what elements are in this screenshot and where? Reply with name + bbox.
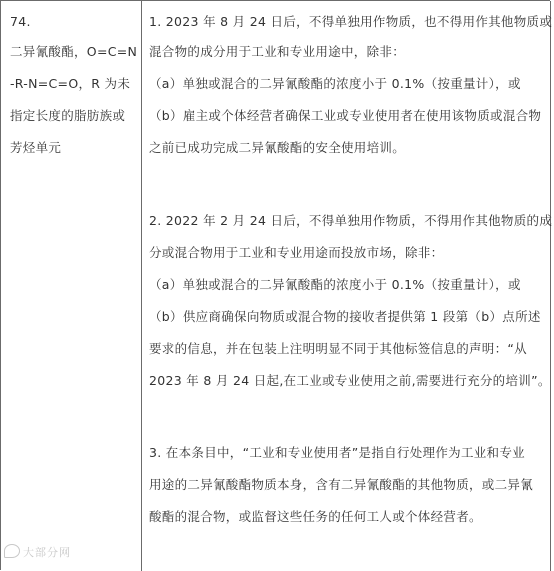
- paragraph-2-line: 2023 年 8 月 24 日起,在工业或专业使用之前,需要进行充分的培训”。: [149, 373, 551, 388]
- paragraph-1-line: 混合物的成分用于工业和专业用途中，除非：: [149, 44, 406, 59]
- watermark: [4, 544, 71, 560]
- watermark-text: 大部分网: [23, 546, 71, 559]
- paragraph-3-line: 酸酯的混合物，或监督这些任务的任何工人或个体经营者。: [149, 509, 482, 524]
- paragraph-3-line: 用途的二异氰酸酯物质本身，含有二异氰酸酯的其他物质，或二异氰: [149, 477, 534, 492]
- entry-number: 74.: [10, 14, 31, 29]
- paragraph-2-line: （b）供应商确保向物质或混合物的接收者提供第 1 段第（b）点所述: [149, 309, 541, 324]
- substance-line: 芳烃单元: [10, 140, 62, 155]
- table-right-border: [550, 1, 551, 571]
- weibo-logo-icon: [4, 544, 20, 558]
- paragraph-3-line: 3. 在本条目中，“工业和专业使用者”是指自行处理作为工业和专业: [149, 445, 525, 460]
- paragraph-2-line: 要求的信息，并在包装上注明明显不同于其他标签信息的声明：“从: [149, 341, 527, 356]
- column-divider: [141, 1, 142, 571]
- paragraph-2-line: 2. 2022 年 2 月 24 日后，不得单独用作物质，不得用作其他物质的成: [149, 213, 553, 228]
- substance-line: 二异氰酸酯，O=C=N: [10, 44, 138, 59]
- paragraph-1-line: 1. 2023 年 8 月 24 日后，不得单独用作物质，也不得用作其他物质或: [149, 14, 553, 29]
- paragraph-1-line: （b）雇主或个体经营者确保工业或专业使用者在使用该物质或混合物: [149, 108, 542, 123]
- substance-line: -R-N=C=O，R 为未: [10, 76, 131, 91]
- paragraph-2-line: 分或混合物用于工业和专业用途而投放市场，除非：: [149, 245, 444, 260]
- paragraph-2-line: （a）单独或混合的二异氰酸酯的浓度小于 0.1%（按重量计），或: [149, 277, 521, 292]
- paragraph-1-line: （a）单独或混合的二异氰酸酯的浓度小于 0.1%（按重量计），或: [149, 76, 521, 91]
- paragraph-1-line: 之前已成功完成二异氰酸酯的安全使用培训。: [149, 140, 406, 155]
- substance-line: 指定长度的脂肪族或: [10, 108, 126, 123]
